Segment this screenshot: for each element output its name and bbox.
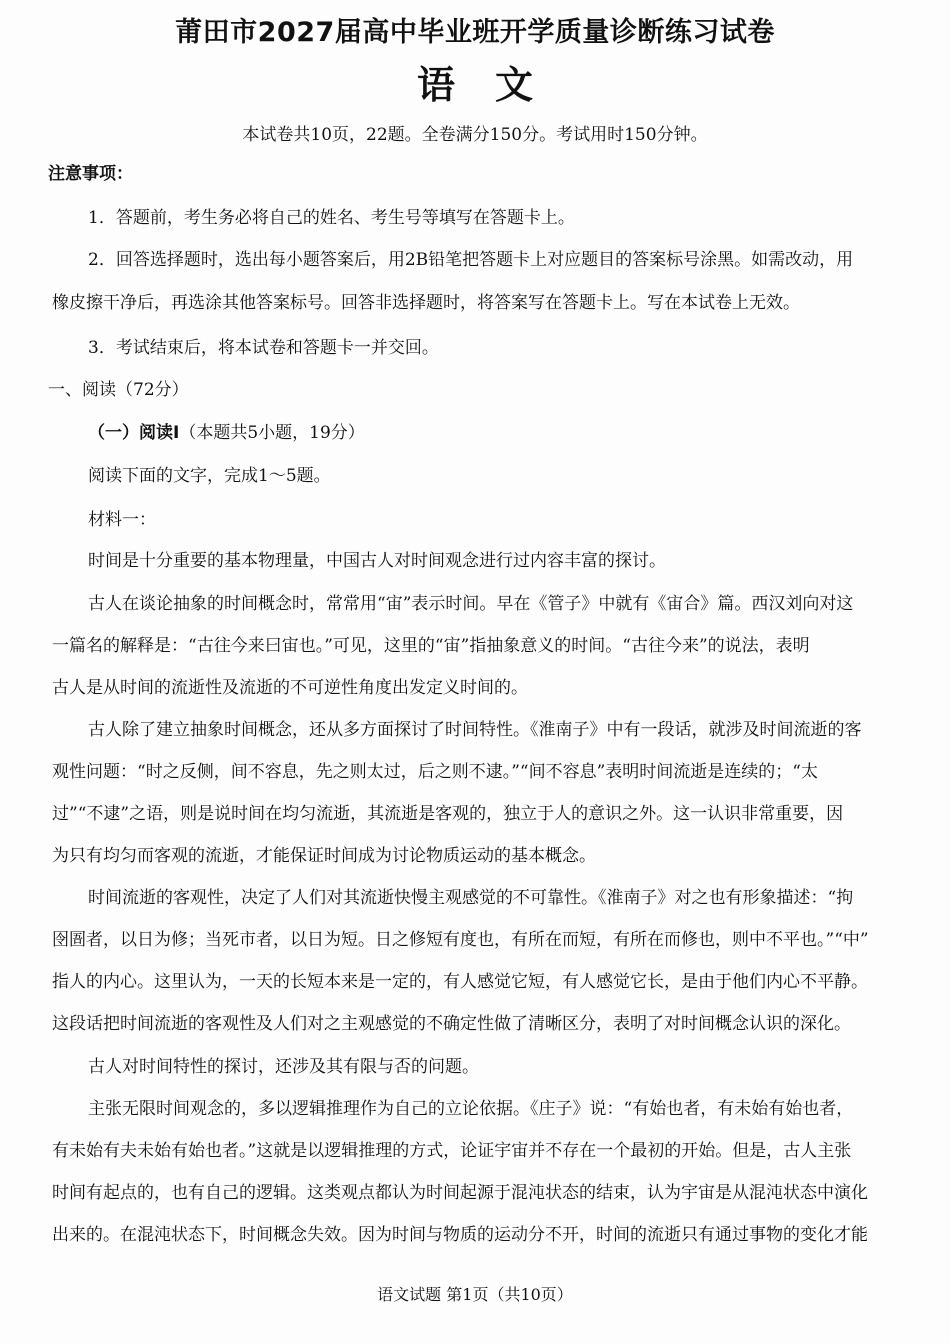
passage-line: 指人的内心。这里认为，一天的长短本来是一定的，有人感觉它短，有人感觉它长，是由于他们内心不平静。 (52, 972, 868, 992)
passage-line: 出来的。在混沌状态下，时间概念失效。因为时间与物质的运动分不开，时间的流逝只有通过事物的变化才能 (52, 1225, 868, 1245)
passage-line: 古人除了建立抽象时间概念，还从多方面探讨了时间特性。《淮南子》中有一段话，就涉及时间流逝的客 (88, 720, 862, 740)
exam-title: 莆田市2027届高中毕业班开学质量诊断练习试卷 (175, 17, 775, 48)
passage-line: 古人对时间特性的探讨，还涉及其有限与否的问题。 (88, 1057, 479, 1077)
subsection-note: （本题共5小题，19分） (179, 423, 365, 443)
passage-line: 有未始有夫未始有始也者。”这就是以逻辑推理的方式，论证宇宙并不存在一个最初的开始。但是，古人主张 (52, 1141, 852, 1161)
notice-item-2-line-1: 2．回答选择题时，选出每小题答案后，用2B铅笔把答题卡上对应题目的答案标号涂黑。如需改动，用 (88, 250, 854, 270)
notice-item-1: 1．答题前，考生务必将自己的姓名、考生号等填写在答题卡上。 (88, 208, 575, 228)
section-heading: 一、阅读（72分） (48, 380, 189, 400)
notice-heading: 注意事项： (48, 164, 133, 184)
notice-item-3: 3．考试结束后，将本试卷和答题卡一并交回。 (88, 338, 439, 358)
exam-info: 本试卷共10页，22题。全卷满分150分。考试用时150分钟。 (242, 125, 708, 145)
reading-instruction: 阅读下面的文字，完成1～5题。 (88, 466, 331, 486)
passage-line: 一篇名的解释是：“古往今来曰宙也。”可见，这里的“宙”指抽象意义的时间。“古往今来”的说法，表明 (52, 636, 810, 656)
page-footer: 语文试题 第1页（共10页） (377, 1285, 573, 1304)
passage-line: 过”“不逮”之语，则是说时间在均匀流逝，其流逝是客观的，独立于人的意识之外。这一认识非常重要，因 (52, 804, 844, 824)
passage-line: 这段话把时间流逝的客观性及人们对之主观感觉的不确定性做了清晰区分，表明了对时间概念认识的深化。 (52, 1014, 851, 1034)
subsection-title: （一）阅读Ⅰ (88, 423, 180, 443)
notice-item-2-line-2: 橡皮擦干净后，再选涂其他答案标号。回答非选择题时，将答案写在答题卡上。写在本试卷上无效。 (52, 293, 800, 313)
material-label: 材料一： (88, 510, 156, 530)
passage-line: 时间是十分重要的基本物理量，中国古人对时间观念进行过内容丰富的探讨。 (88, 551, 666, 571)
passage-line: 时间有起点的，也有自己的逻辑。这类观点都认为时间起源于混沌状态的结束，认为宇宙是从混沌状态中演化 (52, 1183, 868, 1203)
passage-line: 为只有均匀而客观的流逝，才能保证时间成为讨论物质运动的基本概念。 (52, 846, 596, 866)
passage-line: 古人是从时间的流逝性及流逝的不可逆性角度出发定义时间的。 (52, 678, 528, 698)
passage-line: 古人在谈论抽象的时间概念时，常常用“宙”表示时间。早在《管子》中就有《宙合》篇。西汉刘向对这 (88, 594, 854, 614)
passage-line: 主张无限时间观念的，多以逻辑推理作为自己的立论依据。《庄子》说：“有始也者，有未始有始也者， (88, 1099, 854, 1119)
passage-line: 囹圄者，以日为修；当死市者，以日为短。日之修短有度也，有所在而短，有所在而修也，则中不平也。”“中” (52, 930, 869, 950)
subsection-heading (88, 421, 914, 445)
passage-line: 观性问题：“时之反侧，间不容息，先之则太过，后之则不逮。”“间不容息”表明时间流逝是连续的；“太 (52, 762, 818, 782)
subject-title: 语文 (416, 63, 573, 107)
passage-line: 时间流逝的客观性，决定了人们对其流逝快慢主观感觉的不可靠性。《淮南子》对之也有形象描述：“拘 (88, 888, 854, 908)
